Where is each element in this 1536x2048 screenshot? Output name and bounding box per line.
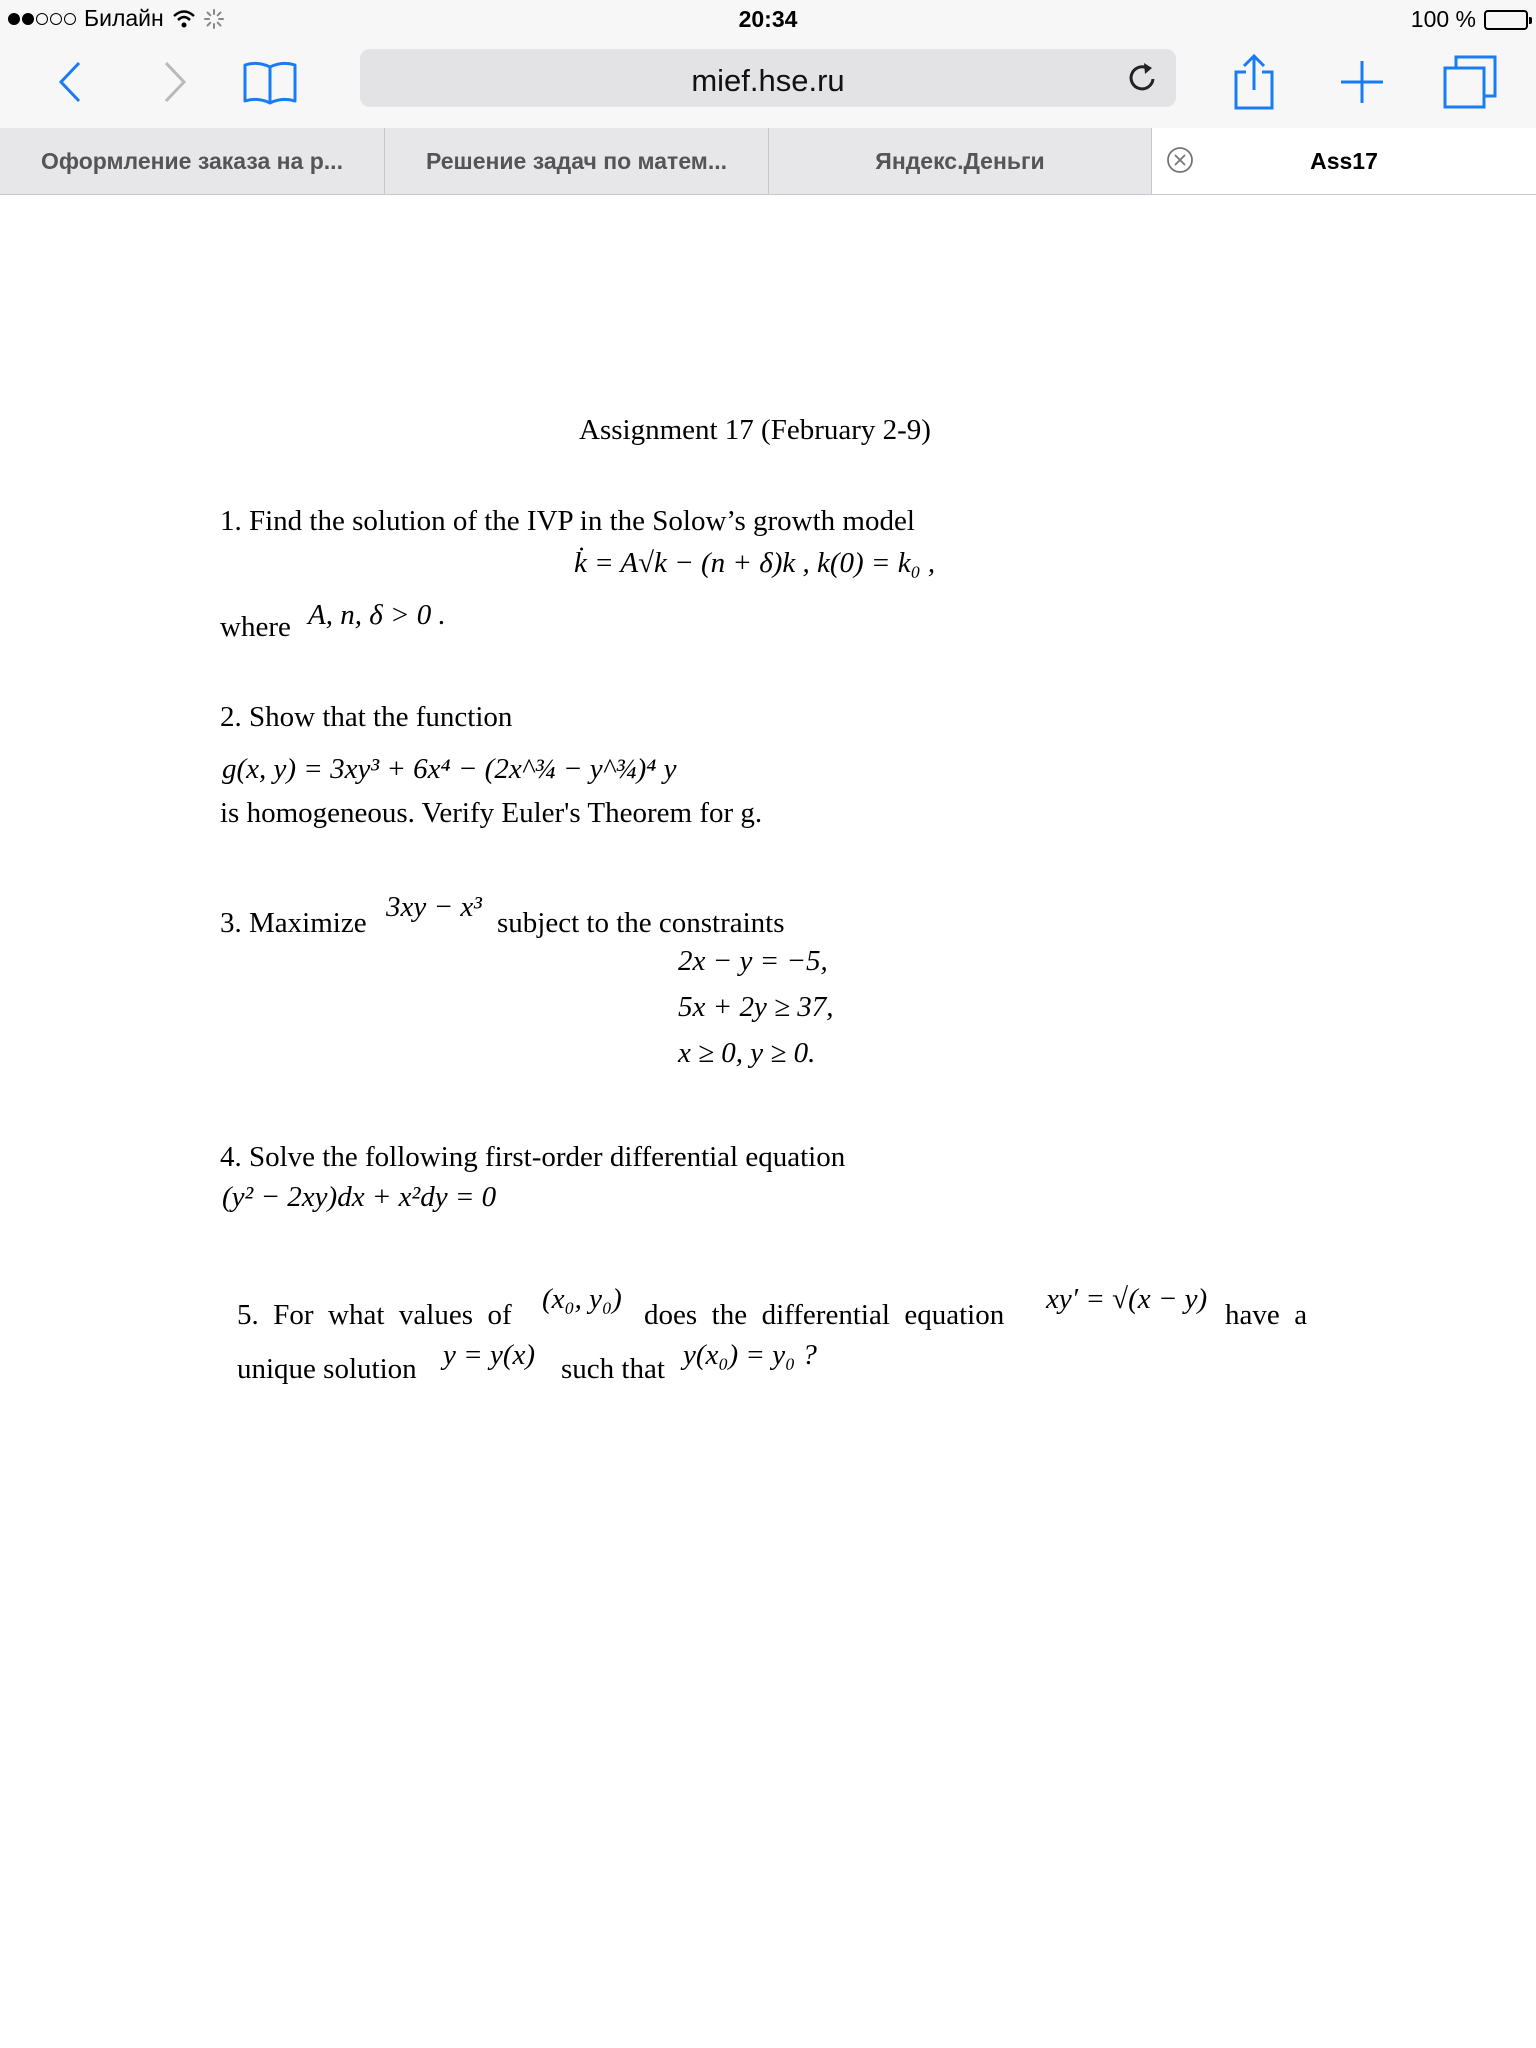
q5-solution: y = y(x): [443, 1339, 535, 1371]
q2-text2: is homogeneous. Verify Euler's Theorem for g.: [220, 797, 763, 829]
q4-text: 4. Solve the following first-order differential equation: [220, 1141, 846, 1173]
q1-text: 1. Find the solution of the IVP in the Solow’s growth model: [220, 505, 915, 537]
tab-bar: [0, 128, 1536, 195]
q2-text: 2. Show that the function: [220, 701, 513, 733]
chevron-right-icon: [160, 60, 190, 104]
url-text: mief.hse.ru: [691, 63, 845, 98]
status-bar: [0, 0, 1536, 40]
q1-where-label: where: [220, 611, 291, 643]
tab-title: Ass17: [1310, 147, 1378, 174]
q1-equation: k̇ = A√k − (n + δ)k , k(0) = k₀ ,: [574, 547, 936, 579]
plus-icon: [1338, 58, 1386, 106]
q3-label: 3. Maximize: [220, 907, 367, 939]
assignment-title: Assignment 17 (February 2-9): [579, 414, 931, 446]
tab-ass17[interactable]: [1152, 128, 1536, 194]
q5-text-a: 5. For what values of: [237, 1299, 512, 1331]
tab-order[interactable]: [0, 128, 385, 194]
q5-point: (x₀, y₀): [542, 1283, 622, 1315]
share-button[interactable]: [1224, 52, 1284, 112]
carrier-name: Билайн: [84, 5, 164, 31]
tab-math-solutions[interactable]: [385, 128, 769, 194]
reload-icon: [1127, 62, 1159, 94]
tab-yandex-money[interactable]: [769, 128, 1152, 194]
book-icon: [242, 59, 298, 105]
chevron-left-icon: [55, 60, 85, 104]
q3-constraint-2: 5x + 2y ≥ 37,: [678, 991, 834, 1023]
address-bar[interactable]: [360, 49, 1176, 107]
battery-icon: [1484, 10, 1528, 30]
bookmarks-button[interactable]: [240, 52, 300, 112]
q1-where-condition: A, n, δ > 0 .: [308, 599, 446, 631]
forward-button[interactable]: [145, 52, 205, 112]
q5-text-d: unique solution: [237, 1353, 417, 1385]
status-right: [1411, 6, 1528, 33]
q5-text-e: such that: [561, 1353, 665, 1385]
tabs-icon: [1442, 54, 1498, 110]
tab-title: Решение задач по матем...: [426, 147, 727, 174]
back-button[interactable]: [40, 52, 100, 112]
q2-equation: g(x, y) = 3xy³ + 6x⁴ − (2x^¾ − y^¾)⁴ y: [222, 753, 677, 785]
reload-button[interactable]: [1120, 55, 1166, 101]
q4-equation: (y² − 2xy)dx + x²dy = 0: [222, 1181, 497, 1213]
q3-subject: subject to the constraints: [497, 907, 785, 939]
status-time: 20:34: [738, 6, 798, 32]
battery-percentage: 100 %: [1410, 6, 1476, 32]
close-tab-button[interactable]: [1166, 146, 1194, 174]
browser-toolbar: [0, 40, 1536, 128]
q3-constraint-3: x ≥ 0, y ≥ 0.: [678, 1037, 816, 1069]
document-page: [0, 195, 1536, 2048]
close-icon: [1166, 146, 1194, 174]
q5-text-b: does the differential equation: [644, 1299, 1005, 1331]
q5-text-c: have a: [1225, 1299, 1308, 1331]
q5-equation: xy′ = √(x − y): [1046, 1283, 1208, 1315]
q3-objective: 3xy − x³: [386, 891, 482, 923]
new-tab-button[interactable]: [1332, 52, 1392, 112]
q5-condition: y(x₀) = y₀ ?: [683, 1339, 817, 1371]
q3-constraint-1: 2x − y = −5,: [678, 945, 828, 977]
share-icon: [1232, 54, 1276, 110]
tabs-overview-button[interactable]: [1440, 52, 1500, 112]
tab-title: Оформление заказа на р...: [41, 147, 343, 174]
tab-title: Яндекс.Деньги: [875, 147, 1045, 174]
